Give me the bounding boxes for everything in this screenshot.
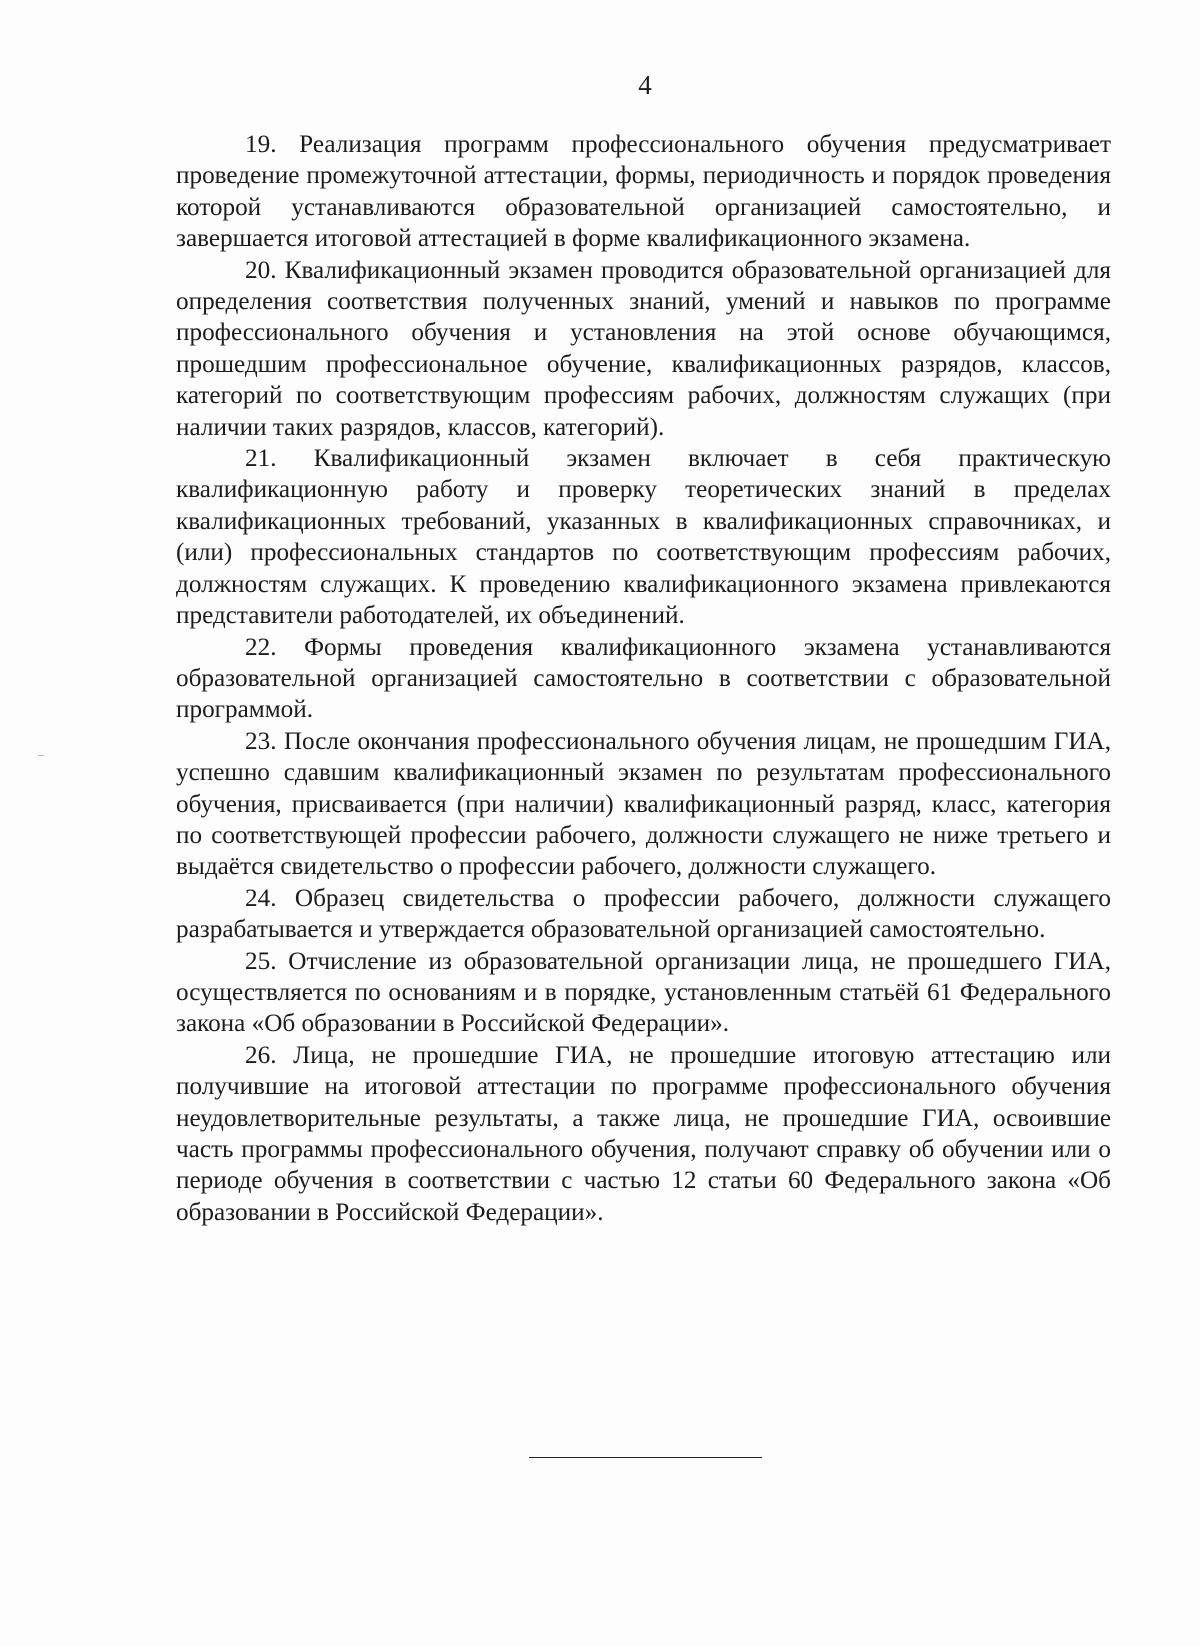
paragraph-19: 19. Реализация программ профессионального обучения предусматривает проведение промежуточной аттестации, формы, периодичность и порядок проведения которой устанавливаются образовательной организацией самостоятельно, и завершается итоговой аттестацией в форме квалификационного экзамена. xyxy=(176,131,1111,253)
paragraph-23: 23. После окончания профессионального обучения лицам, не прошедшим ГИА, успешно сдавшим квалификационный экзамен по результатам профессионального обучения, присваивается (при наличии) квалификационный разряд, класс, категория по соответствующей профессии рабочего, должности служащего не ниже третьего и выдаётся свидетельство о профессии рабочего, должности служащего. xyxy=(176,727,1111,881)
paragraph-24: 24. Образец свидетельства о профессии рабочего, должности служащего разрабатывается и утверждается образовательной организацией самостоятельно. xyxy=(176,884,1111,944)
end-rule xyxy=(529,1457,762,1458)
margin-mark xyxy=(38,755,44,756)
paragraph-21: 21. Квалификационный экзамен включает в себя практическую квалификационную работу и проверку теоретических знаний в пределах квалификационных требований, указанных в квалификационных справочниках, и (или) профессиональных стандартов по соответствующим профессиям рабочих, должностям служащих. К проведению квалификационного экзамена привлекаются представители работодателей, их объединений. xyxy=(176,445,1111,630)
document-body xyxy=(176,129,1111,1228)
paragraph-25: 25. Отчисление из образовательной организации лица, не прошедшего ГИА, осуществляется по основаниям и в порядке, установленным статьёй 61 Федерального закона «Об образовании в Российской Федерации». xyxy=(176,947,1111,1038)
paragraph-22: 22. Формы проведения квалификационного экзамена устанавливаются образовательной организацией самостоятельно в соответствии с образовательной программой. xyxy=(176,633,1111,724)
paragraph-26: 26. Лица, не прошедшие ГИА, не прошедшие итоговую аттестацию или получившие на итоговой аттестации по программе профессионального обучения неудовлетворительные результаты, а также лица, не прошедшие ГИА, освоившие часть программы профессионального обучения, получают справку об обучении или о периоде обучения в соответствии с частью 12 статьи 60 Федерального закона «Об образовании в Российской Федерации». xyxy=(176,1041,1111,1226)
paragraph-20: 20. Квалификационный экзамен проводится образовательной организацией для определения соответствия полученных знаний, умений и навыков по программе профессионального обучения и установления на этой основе обучающимся, прошедшим профессиональное обучение, квалификационных разрядов, классов, категорий по соответствующим профессиям рабочих, должностям служащих (при наличии таких разрядов, классов, категорий). xyxy=(176,256,1111,441)
page-number: 4 xyxy=(638,70,652,100)
